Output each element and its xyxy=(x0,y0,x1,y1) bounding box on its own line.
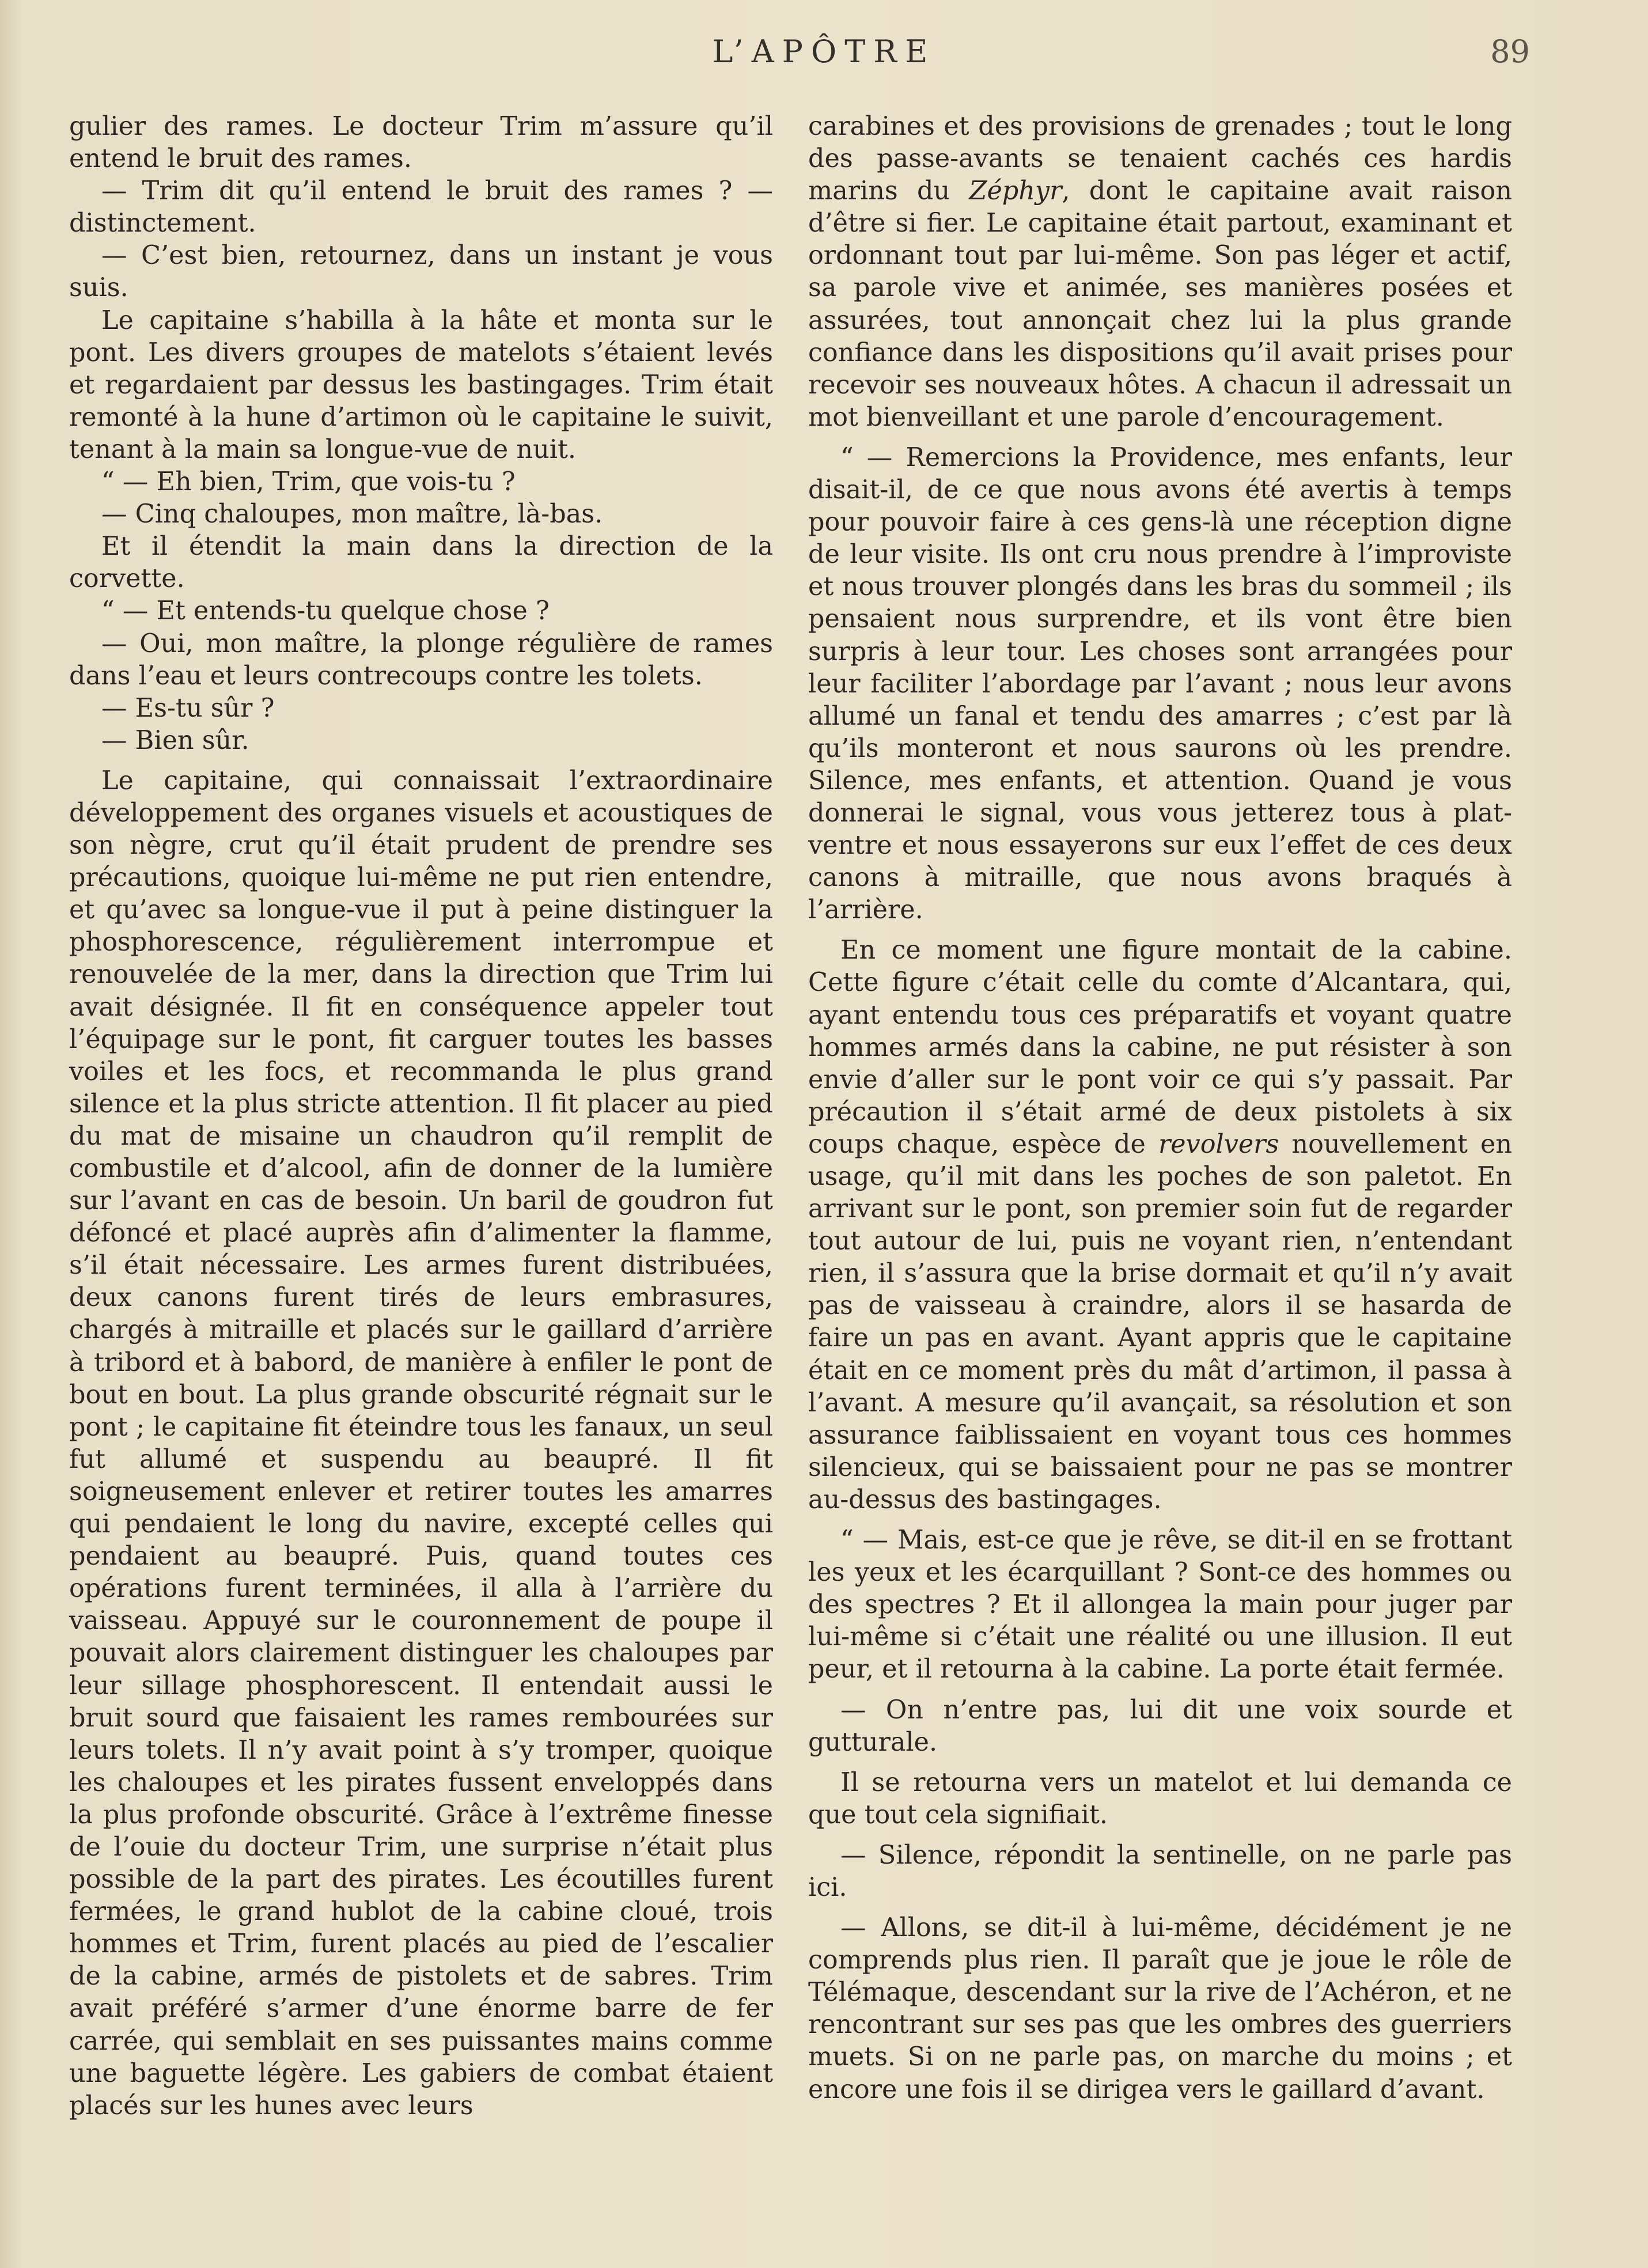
paragraph: — Allons, se dit-il à lui-même, décidément je ne comprends plus rien. Il paraît que je joue le rôle de Télémaque, descendant sur la rive de l’Achéron, et ne rencontrant sur ses pas que les ombres des guerriers muets. Si on ne parle pas, on marche du moins ; et encore une fois il se dirigea vers le gaillard d’avant. xyxy=(808,1913,1512,2104)
page-number: 89 xyxy=(1490,33,1530,70)
paragraph: — Oui, mon maître, la plonge régulière de rames dans l’eau et leurs contrecoups contre les tolets. xyxy=(69,628,773,691)
paragraph: Et il étendit la main dans la direction de la corvette. xyxy=(69,532,773,594)
left-column xyxy=(69,111,773,2122)
text-run: carabines et des provisions de grenades ; tout le long des passe-avants se tenaient cachés ces hardis marins du xyxy=(808,112,1512,206)
paragraph xyxy=(808,111,1512,434)
paragraph: “ — Et entends-tu quelque chose ? xyxy=(101,596,550,626)
text-run: En ce moment une figure montait de la cabine. Cette figure c’était celle du comte d’Alcantara, qui, ayant entendu tous ces préparatifs et voyant quatre hommes armés dans la cabine, ne put résister à son envie d’aller sur le pont voir ce qui s’y passait. Par précaution il s’était armé de deux pistolets à six coups chaque, espèce de xyxy=(808,936,1512,1159)
paragraph: — C’est bien, retournez, dans un instant je vous suis. xyxy=(69,241,773,303)
text-run: nouvellement en usage, qu’il mit dans les poches de son paletot. En arrivant sur le pont, son premier soin fut de regarder tout autour de lui, puis ne voyant rien, n’entendant rien, il s’assura que la brise dormait et qu’il n’y avait pas de vaisseau à craindre, alors il se hasarda de faire un pas en avant. Ayant appris que le capitaine était en ce moment près du mât d’artimon, il passa à l’avant. A mesure qu’il avançait, sa résolution et son assurance faiblissaient en voyant tous ces hommes silencieux, qui se baissaient pour ne pas se montrer au-dessus des bastingages. xyxy=(808,1129,1512,1514)
paragraph: Il se retourna vers un matelot et lui demanda ce que tout cela signifiait. xyxy=(808,1767,1512,1830)
paragraph: “ — Remercions la Providence, mes enfants, leur disait-il, de ce que nous avons été avertis à temps pour pouvoir faire à ces gens-là une réception digne de leur visite. Ils ont cru nous prendre à l’improviste et nous trouver plongés dans les bras du sommeil ; ils pensaient nous surprendre, et ils vont être bien surpris à leur tour. Les choses sont arrangées pour leur faciliter l’abordage par l’avant ; nous leur avons allumé un fanal et tendu des amarres ; c’est par là qu’ils monteront et nous saurons où les prendre. Silence, mes enfants, et attention. Quand je vous donnerai le signal, vous vous jetterez tous à plat-ventre et nous essayerons sur eux l’effet de ces deux canons à mitraille, que nous avons braqués à l’arrière. xyxy=(808,442,1512,925)
running-title: L’APÔTRE xyxy=(712,33,936,70)
paragraph: — On n’entre pas, lui dit une voix sourde et gutturale. xyxy=(808,1695,1512,1757)
paragraph: “ — Mais, est-ce que je rêve, se dit-il en se frottant les yeux et les écarquillant ? Sont-ce des hommes ou des spectres ? Et il allongea la main pour juger par lui-même si c’était une réalité ou une illusion. Il eut peur, et il retourna à la cabine. La porte était fermée. xyxy=(808,1525,1512,1684)
paragraph: — Cinq chaloupes, mon maître, là-bas. xyxy=(101,499,603,529)
italic-term: revolvers xyxy=(1158,1129,1279,1159)
right-column xyxy=(808,111,1512,2106)
paragraph: “ — Eh bien, Trim, que vois-tu ? xyxy=(101,467,516,497)
paragraph: Le capitaine, qui connaissait l’extraordinaire développement des organes visuels et acoustiques de son nègre, crut qu’il était prudent de prendre ses précautions, quoique lui-même ne put rien entendre, et qu’avec sa longue-vue il put à peine distinguer la phosphorescence, régulièrement interrompue et renouvelée de la mer, dans la direction que Trim lui avait désignée. Il fit en conséquence appeler tout l’équipage sur le pont, fit carguer toutes les basses voiles et les focs, et recommanda le plus grand silence et la plus stricte attention. Il fit placer au pied du mat de misaine un chaudron qu’il remplit de combustile et d’alcool, afin de donner de la lumière sur l’avant en cas de besoin. Un baril de goudron fut défoncé et placé auprès afin d’alimenter la flamme, s’il était nécessaire. Les armes furent distribuées, deux canons furent tirés de leurs embrasures, chargés à mitraille et placés sur le gaillard d’arrière à tribord et à babord, de manière à enfiler le pont de bout en bout. La plus grande obscurité régnait sur le pont ; le capitaine fit éteindre tous les fanaux, un seul fut allumé et suspendu au beaupré. Il fit soigneusement enlever et retirer toutes les amarres qui pendaient le long du navire, excepté celles qui pendaient au beaupré. Puis, quand toutes ces opérations furent terminées, il alla à l’arrière du vaisseau. Appuyé sur le couronnement de poupe il pouvait alors clairement distinguer les chaloupes par leur sillage phosphorescent. Il entendait aussi le bruit sourd que faisaient les rames rembourées sur leurs tolets. Il n’y avait point à s’y tromper, quoique les chaloupes et les pirates fussent enveloppés dans la plus profonde obscurité. Grâce à l’extrême finesse de l’ouie du docteur Trim, une surprise n’était plus possible de la part des pirates. Les écoutilles furent fermées, le grand hublot de la cabine cloué, trois hommes et Trim, furent placés au pied de l’escalier de la cabine, armés de pistolets et de sabres. Trim avait préféré s’armer d’une énorme barre de fer carrée, qui semblait en ses puissantes mains comme une baguette légère. Les gabiers de combat étaient placés sur les hunes avec leurs xyxy=(69,766,773,2121)
ship-name: Zéphyr xyxy=(969,176,1062,206)
paragraph: — Silence, répondit la sentinelle, on ne parle pas ici. xyxy=(808,1840,1512,1902)
paragraph: Le capitaine s’habilla à la hâte et monta sur le pont. Les divers groupes de matelots s’étaient levés et regardaient par dessus les bastingages. Trim était remonté à la hune d’artimon où le capitaine le suivit, tenant à la main sa longue-vue de nuit. xyxy=(69,305,773,464)
text-run: , dont le capitaine avait raison d’être si fier. Le capitaine était partout, examinant et ordonnant tout par lui-même. Son pas léger et actif, sa parole vive et animée, ses manières posées et assurées, tout annonçait chez lui la plus grande confiance dans les dispositions qu’il avait prises pour recevoir ses nouveaux hôtes. A chacun il adressait un mot bienveillant et une parole d’encouragement. xyxy=(808,176,1512,432)
paragraph xyxy=(808,934,1512,1516)
paragraph: — Trim dit qu’il entend le bruit des rames ? — distinctement. xyxy=(69,176,773,238)
paragraph: — Bien sûr. xyxy=(101,725,249,755)
paragraph: — Es-tu sûr ? xyxy=(101,693,275,723)
paragraph: gulier des rames. Le docteur Trim m’assure qu’il entend le bruit des rames. xyxy=(69,112,773,174)
